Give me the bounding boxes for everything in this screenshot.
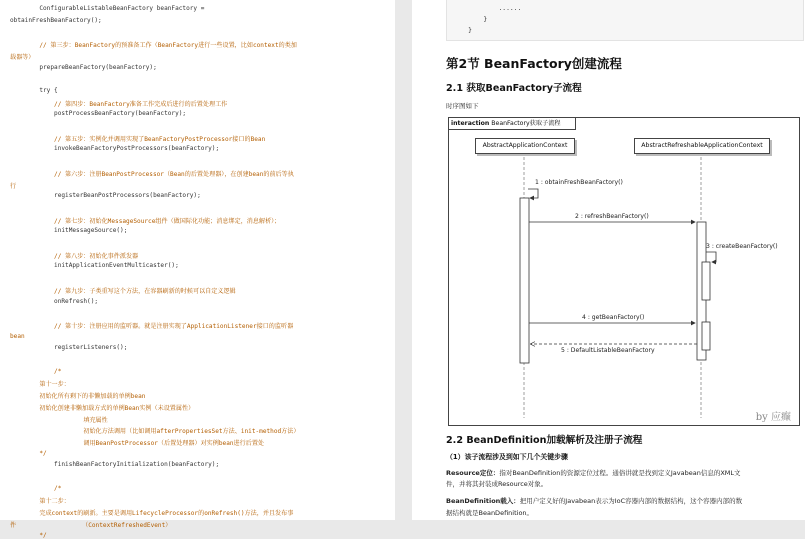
code-line: finishBeanFactoryInitialization(beanFactory); — [10, 461, 220, 469]
participant-application-context: AbstractApplicationContext — [475, 138, 575, 154]
frame-label — [449, 118, 576, 130]
code-comment-line: /* — [10, 484, 62, 492]
code-comment-line: 行 — [10, 182, 17, 190]
code-line: obtainFreshBeanFactory(); — [10, 16, 102, 24]
code-comment-line: 载器等） — [10, 53, 35, 61]
left-document-page — [0, 0, 395, 539]
code-comment-line: // 第三步：BeanFactory的预准备工作（BeanFactory进行一些设置，比如context的类加 — [10, 42, 297, 50]
code-comment-line: 填充属性 — [10, 416, 108, 424]
code-line: } — [453, 27, 472, 34]
code-comment-line: */ — [10, 449, 47, 457]
activation-bar — [702, 262, 710, 300]
code-comment-line: 初始化所有剩下的非懒加载的单例bean — [10, 393, 146, 401]
code-line: ConfigurableListableBeanFactory beanFactory = — [10, 5, 205, 12]
code-line: postProcessBeanFactory(beanFactory); — [10, 110, 187, 118]
sequence-diagram — [448, 117, 800, 426]
code-block-continuation — [446, 0, 804, 41]
subsection-heading: 2.2 BeanDefinition加载解析及注册子流程 — [446, 435, 643, 446]
code-comment-line: // 第四步：BeanFactory准备工作完成后进行的后置处理工作 — [10, 100, 228, 108]
code-comment-line: 初始化创建非懒加载方式的单例Bean实例（未设置属性） — [10, 404, 195, 412]
code-line: invokeBeanFactoryPostProcessors(beanFactory); — [10, 145, 220, 153]
code-line: initApplicationEventMulticaster(); — [10, 262, 179, 270]
participant-refreshable-context: AbstractRefreshableApplicationContext — [634, 138, 770, 154]
paragraph-beandefinition — [446, 496, 742, 505]
code-comment-line: 完成context的刷新。主要是调用LifecycleProcessor的onRefresh()方法，并且发布事 — [10, 510, 294, 518]
term-beandefinition: BeanDefinition载入： — [446, 497, 520, 505]
text-resource-1: 指对BeanDefinition的资源定位过程。通俗讲就是找到定义Javabean信息的XML文 — [499, 469, 741, 477]
watermark: by 应癫 — [755, 412, 791, 423]
activation-bar — [520, 198, 529, 363]
section-heading: 第2节 BeanFactory创建流程 — [446, 56, 622, 71]
paragraph-resource-cont: 件，并将其封装成Resource对象。 — [446, 480, 548, 488]
paragraph-resource — [446, 468, 741, 477]
message-arrow-1 — [528, 189, 538, 198]
code-comment-line: // 第八步：初始化事件派发器 — [10, 252, 139, 260]
code-line: initMessageSource(); — [10, 227, 128, 235]
code-comment-line: 初始化方法调用（比如调用afterPropertiesSet方法、init-method方法） — [10, 428, 300, 436]
message-label-3: 3 : createBeanFactory() — [706, 243, 778, 250]
subsection-heading: 2.1 获取BeanFactory子流程 — [446, 83, 582, 94]
right-document-page — [412, 0, 805, 520]
code-comment-line: bean — [10, 332, 25, 340]
activation-bar — [702, 322, 710, 350]
paragraph-beandefinition-cont: 据结构就是BeanDefinition。 — [446, 509, 534, 517]
code-line: try { — [10, 86, 58, 94]
code-comment-line: 调用BeanPostProcessor（后置处理器）对实例bean进行后置处 — [10, 439, 265, 447]
step-heading: （1）该子流程涉及到如下几个关键步骤 — [446, 453, 568, 461]
text-beandefinition-1: 把用户定义好的Javabean表示为IoC容器内部的数据结构，这个容器内部的数 — [519, 497, 743, 505]
code-comment-line: // 第九步：子类重写这个方法，在容器刷新的时候可以自定义逻辑 — [10, 287, 236, 295]
code-line: onRefresh(); — [10, 297, 99, 305]
code-comment-line: // 第五步：实例化并调用实现了BeanFactoryPostProcessor接口的Bean — [10, 135, 266, 143]
sequence-diagram-graphics — [449, 118, 799, 425]
code-comment-line: 第十一步： — [10, 381, 70, 389]
code-comment-line: // 第七步：初始化MessageSource组件（做国际化功能；消息绑定，消息解析）； — [10, 217, 281, 225]
code-comment-line: 件 （ContextRefreshedEvent） — [10, 521, 172, 529]
code-line: ...... — [453, 5, 522, 12]
message-label-1: 1 : obtainFreshBeanFactory() — [535, 179, 623, 186]
code-line: registerBeanPostProcessors(beanFactory); — [10, 192, 201, 200]
code-line: registerListeners(); — [10, 344, 128, 352]
message-arrow-3 — [706, 252, 716, 262]
code-comment-line: /* — [10, 367, 62, 375]
code-comment-line: // 第六步：注册BeanPostProcessor（Bean的后置处理器），在创建bean的前后等执 — [10, 170, 294, 178]
message-label-4: 4 : getBeanFactory() — [582, 314, 645, 321]
code-comment-line: // 第十步：注册应用的监听器。就是注册实现了ApplicationListener接口的监听器 — [10, 322, 294, 330]
message-label-5: 5 : DefaultListableBeanFactory — [561, 347, 655, 354]
message-label-2: 2 : refreshBeanFactory() — [575, 213, 649, 220]
code-comment-line: */ — [10, 531, 47, 539]
code-comment-line: 第十二步： — [10, 498, 70, 506]
frame-keyword: interaction — [451, 120, 490, 127]
code-line: prepareBeanFactory(beanFactory); — [10, 63, 157, 71]
frame-name: BeanFactory获取子流程 — [491, 120, 561, 127]
term-resource: Resource定位： — [446, 469, 500, 477]
code-line: } — [453, 16, 488, 23]
diagram-caption: 时序图如下 — [446, 102, 479, 110]
